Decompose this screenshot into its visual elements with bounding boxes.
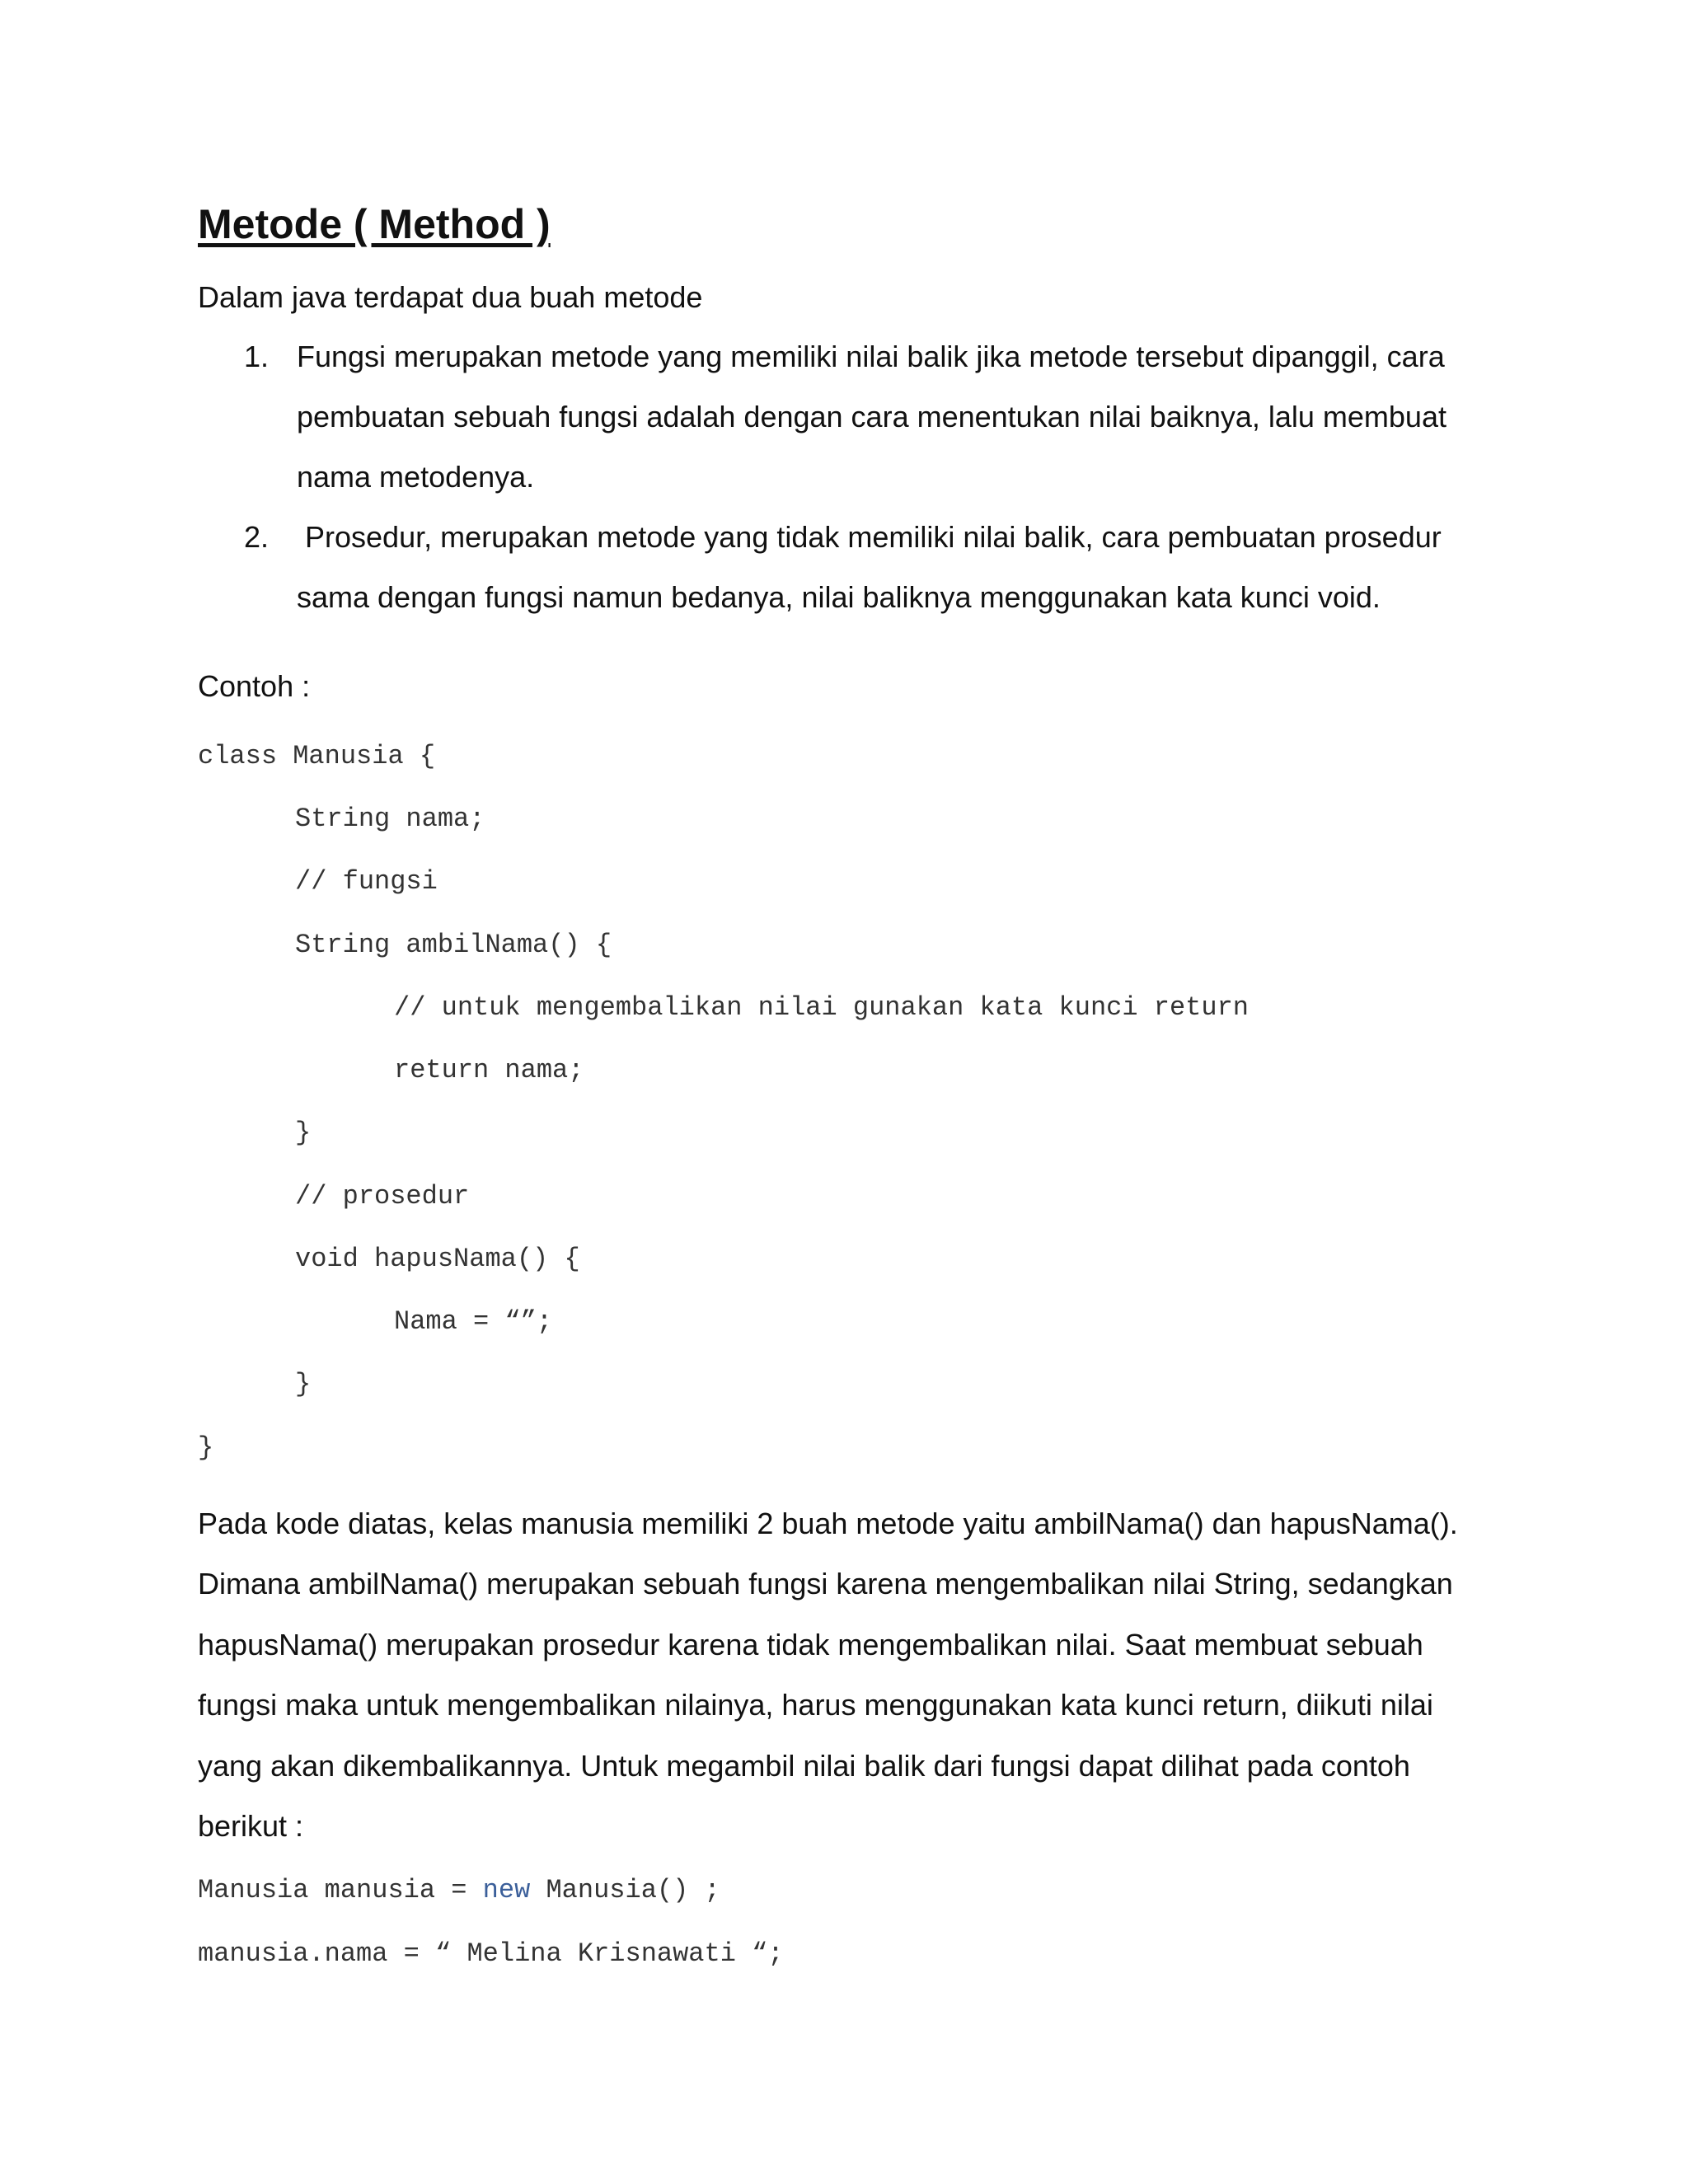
code-line: } — [198, 1432, 214, 1463]
code-segment: Manusia() ; — [530, 1875, 720, 1905]
page-title: Metode ( Method ) — [198, 201, 551, 247]
paragraph-line: berikut : — [198, 1809, 304, 1844]
list-line: Prosedur, merupakan metode yang tidak memiliki nilai balik, cara pembuatan prosedur — [297, 520, 1442, 554]
code-segment: Manusia manusia = — [198, 1875, 483, 1905]
code-line: manusia.nama = “ Melina Krisnawati “; — [198, 1938, 784, 1969]
list-item-text — [297, 326, 1484, 507]
code-line: class Manusia { — [198, 741, 436, 771]
code-line: return nama; — [394, 1055, 584, 1085]
code-comment: // fungsi — [295, 866, 438, 897]
paragraph-line: fungsi maka untuk mengembalikan nilainya, harus menggunakan kata kunci return, diikuti nilai — [198, 1688, 1433, 1722]
list-number: 1. — [244, 340, 270, 373]
code-line: } — [295, 1369, 312, 1399]
list-item-text — [297, 507, 1484, 627]
list-line: Fungsi merupakan metode yang memiliki nilai balik jika metode tersebut dipanggil, cara — [297, 340, 1445, 373]
paragraph-line: Pada kode diatas, kelas manusia memiliki 2 buah metode yaitu ambilNama() dan hapusNama(). — [198, 1507, 1458, 1540]
list-line: sama dengan fungsi namun bedanya, nilai baliknya menggunakan kata kunci void. — [297, 580, 1381, 614]
paragraph-line: Dimana ambilNama() merupakan sebuah fungsi karena mengembalikan nilai String, sedangkan — [198, 1567, 1453, 1601]
example-label: Contoh : — [198, 669, 311, 703]
paragraph-line: yang akan dikembalikannya. Untuk megambil nilai balik dari fungsi dapat dilihat pada contoh — [198, 1748, 1410, 1783]
explanation-paragraph — [198, 1493, 1484, 1856]
code-line: void hapusNama() { — [295, 1244, 580, 1274]
intro-text: Dalam java terdapat dua buah metode — [198, 280, 703, 314]
code-comment: // untuk mengembalikan nilai gunakan kata kunci return — [394, 992, 1249, 1023]
list-line: pembuatan sebuah fungsi adalah dengan cara menentukan nilai baiknya, lalu membuat — [297, 400, 1447, 434]
code-comment: // prosedur — [295, 1181, 470, 1212]
list-line: nama metodenya. — [297, 460, 535, 494]
paragraph-line: hapusNama() merupakan prosedur karena tidak mengembalikan nilai. Saat membuat sebuah — [198, 1627, 1423, 1661]
list-number: 2. — [244, 520, 270, 554]
code-line: String ambilNama() { — [295, 930, 612, 960]
code-line: String nama; — [295, 804, 485, 834]
code-line: } — [295, 1118, 312, 1148]
code-line — [198, 1874, 720, 1907]
code-line: Nama = “”; — [394, 1306, 553, 1337]
code-keyword: new — [482, 1875, 531, 1905]
